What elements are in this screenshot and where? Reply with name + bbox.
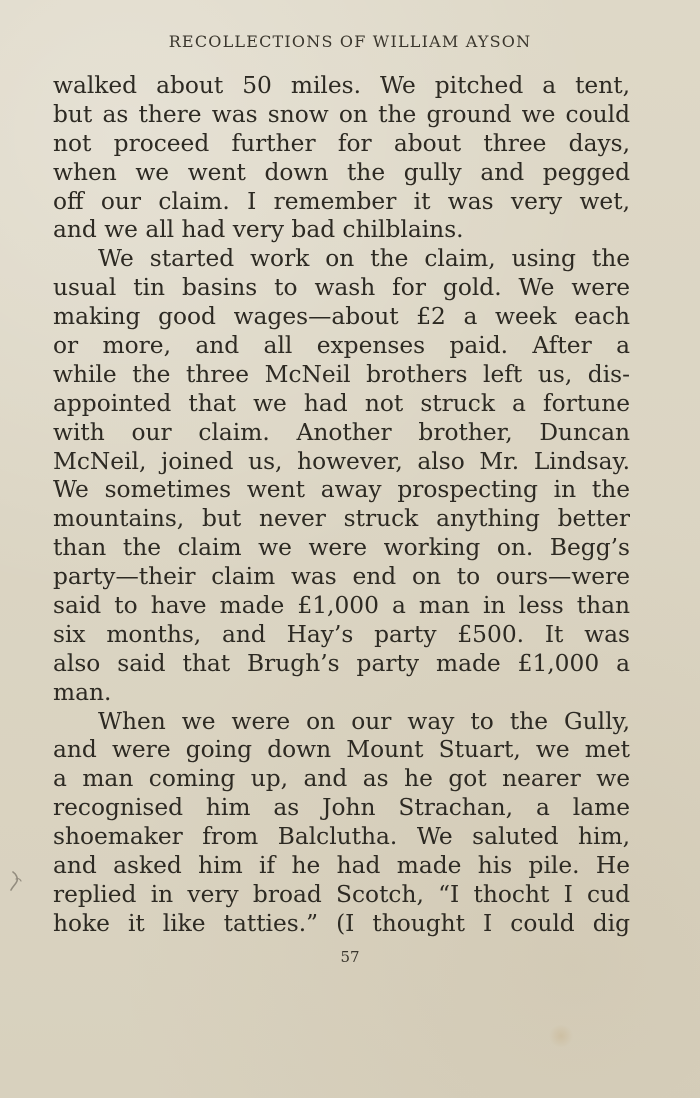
text-line: McNeil, joined us, however, also Mr. Lindsay. <box>53 447 630 475</box>
text-line: appointed that we had not struck a fortune <box>53 389 630 417</box>
text-line: shoemaker from Balclutha. We saluted him, <box>53 823 630 851</box>
text-line: said to have made £1,000 a man in less than <box>53 592 630 620</box>
text-line: We sometimes went away prospecting in the <box>53 476 630 504</box>
text-line: and were going down Mount Stuart, we met <box>53 736 630 764</box>
page-number: 57 <box>340 948 360 966</box>
text-line: than the claim we were working on. Begg’s <box>53 534 630 562</box>
text-line: walked about 50 miles. We pitched a tent, <box>53 72 630 99</box>
text-line: and we all had very bad chilblains. <box>53 216 464 244</box>
paragraph-start: When we were on our way to the Gully, <box>98 707 630 735</box>
text-line: man. <box>53 678 112 706</box>
text-line: a man coming up, and as he got nearer we <box>53 765 630 793</box>
text-line: and asked him if he had made his pile. He <box>53 852 630 880</box>
text-line: off our claim. I remember it was very wet, <box>53 187 630 215</box>
text-line: when we went down the gully and pegged <box>53 158 630 186</box>
paper-stain <box>548 1025 574 1047</box>
text-line: with our claim. Another brother, Duncan <box>53 418 630 446</box>
text-line: replied in very broad Scotch, “I thocht I cud <box>53 880 630 908</box>
text-line: also said that Brugh’s party made £1,000 a <box>53 649 630 677</box>
text-line: while the three McNeil brothers left us, dis- <box>53 360 630 388</box>
text-line: six months, and Hay’s party £500. It was <box>53 620 630 648</box>
text-line: usual tin basins to wash for gold. We were <box>53 274 630 302</box>
text-line: not proceed further for about three days, <box>53 129 630 157</box>
text-line: party—their claim was end on to ours—were <box>53 563 630 591</box>
text-line: recognised him as John Strachan, a lame <box>53 794 630 822</box>
paragraph-start: We started work on the claim, using the <box>98 245 630 273</box>
text-line: but as there was snow on the ground we could <box>53 100 630 128</box>
text-line: making good wages—about £2 a week each <box>53 303 630 331</box>
text-line: mountains, but never struck anything better <box>53 505 630 533</box>
text-line: hoke it like tatties.” (I thought I could dig <box>53 909 630 937</box>
ink-mark <box>8 870 24 892</box>
text-line: or more, and all expenses paid. After a <box>53 332 630 360</box>
body-text <box>53 72 630 939</box>
running-head: RECOLLECTIONS OF WILLIAM AYSON <box>168 32 532 51</box>
